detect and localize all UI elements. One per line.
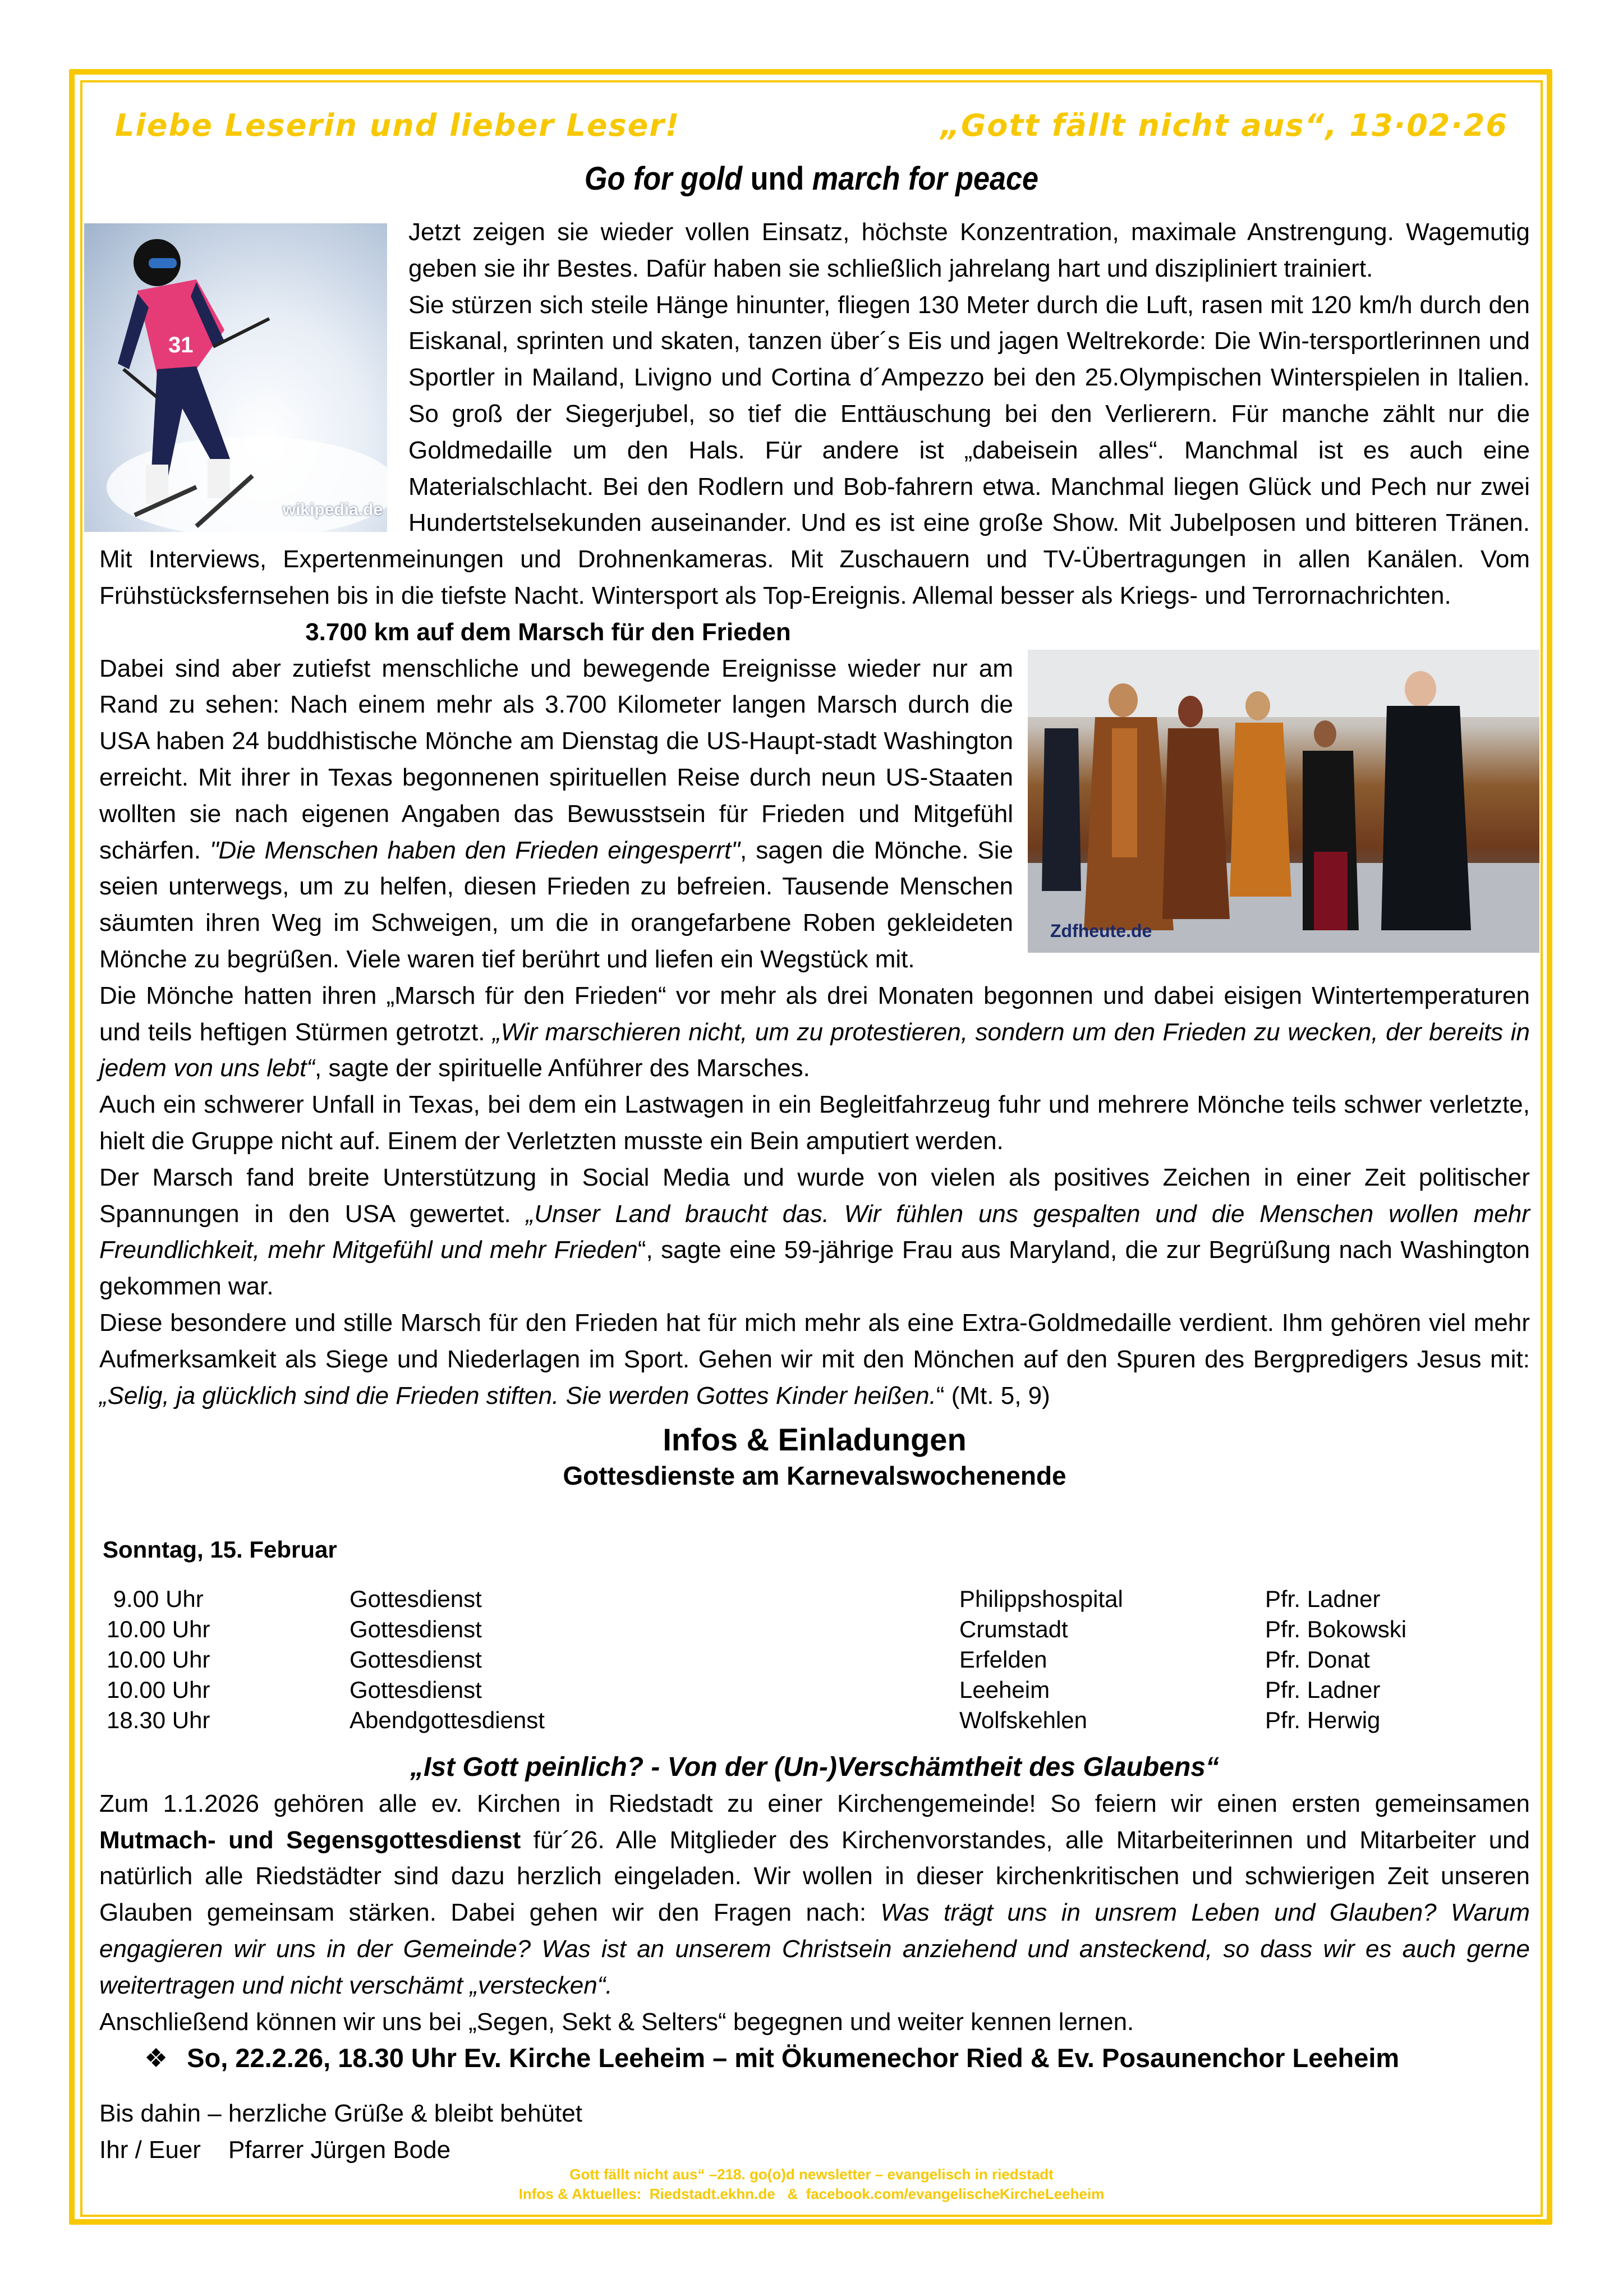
skier-image	[84, 223, 387, 532]
schedule-type: Gottesdienst	[350, 1616, 482, 1642]
skier-illustration	[84, 223, 387, 532]
schedule-time: 18.30 Uhr	[107, 1707, 210, 1733]
p7-text-a: Diese besondere und stille Marsch für den Frieden hat für mich mehr als eine Extra-Goldmedaille verdient. Ihm gehören viel mehr Aufmerksamkeit als Siege und Niederlagen im Sport. Gehen wir mit den Mönchen auf den Spuren des Bergpredigers Jesus mit:	[99, 1308, 1530, 1373]
service-schedule	[107, 1586, 1509, 1737]
p6-text-a: Der Marsch fand breite Unterstützung in Social Media und wurde von vielen als positives Zeichen in einer Zeit politischer Spannungen in den USA gewertet.	[99, 1163, 1530, 1228]
title-part-2: und	[742, 160, 812, 197]
p4-text-b: , sagte der spirituelle Anführer des Marsches.	[315, 1054, 810, 1082]
article-body	[99, 214, 1530, 1493]
p7-quote: „Selig, ja glücklich sind die Frieden stiften. Sie werden Gottes Kinder heißen.	[99, 1381, 936, 1409]
event-text-1: Zum 1.1.2026 gehören alle ev. Kirchen in Riedstadt zu einer Kirchengemeinde! So feiern wir einen ersten gemeinsamen	[99, 1789, 1530, 1817]
schedule-pastor: Pfr. Ladner	[1265, 1677, 1381, 1703]
skier-image-caption: wikipedia.de	[282, 500, 383, 520]
diamond-bullet-icon: ❖	[144, 2043, 168, 2073]
p3-quote: "Die Menschen haben den Frieden eingesperrt"	[209, 836, 741, 864]
greeting-header: Liebe Leserin und lieber Leser!	[115, 108, 681, 143]
schedule-time: 9.00 Uhr	[107, 1586, 204, 1612]
article-paragraph-7	[99, 1305, 1530, 1414]
monks-illustration	[1028, 650, 1539, 953]
schedule-pastor: Pfr. Herwig	[1265, 1707, 1381, 1733]
schedule-pastor: Pfr. Donat	[1265, 1646, 1370, 1673]
article-paragraph-2: Sie stürzen sich steile Hänge hinunter, fliegen 130 Meter durch die Luft, rasen mit 120 km/h durch den Eiskanal, sprinten und skaten, tanzen über´s Eis und jagen Weltrekorde: Die Win-tersportlerinnen und Sportler in Mailand, Livigno und Cortina d´Ampezzo bei den 25.Olympischen Winterspielen in Italien. So groß der Siegerjubel, so tief die Enttäuschung bei den Verlierern. Für manche zählt nur die Goldmedaille um den Hals. Für andere ist „dabeisein alles“. Manchmal ist es auch eine Materialschlacht. Bei den Rodlern und Bob-fahrern etwa. Manchmal liegen Glück und Pech nur zwei Hundertstelsekunden auseinander. Und es ist eine große Show. Mit Jubelposen und bitteren Tränen. Mit Interviews, Expertenmeinungen und Drohnenkameras. Mit Zuschauern und TV-Übertragungen in allen Kanälen. Vom Frühstücksfernsehen bis in die tiefste Nacht. Wintersport als Top-Ereignis. Allemal besser als Kriegs- und Terrornachrichten.	[99, 291, 1530, 609]
article-paragraph-4	[99, 978, 1530, 1087]
closing-author: Ihr / Euer Pfarrer Jürgen Bode	[99, 2136, 451, 2164]
event-reception: Anschließend können wir uns bei „Segen, Sekt & Selters“ begegnen und weiter kennen lernen.	[99, 2008, 1134, 2036]
schedule-type: Gottesdienst	[350, 1646, 482, 1673]
schedule-time: 10.00 Uhr	[107, 1677, 210, 1703]
schedule-time: 10.00 Uhr	[107, 1616, 210, 1642]
schedule-row	[107, 1586, 1509, 1616]
schedule-place: Leeheim	[959, 1677, 1050, 1703]
article-paragraph-6	[99, 1160, 1530, 1305]
schedule-time: 10.00 Uhr	[107, 1646, 210, 1673]
event-text-2: für´26. Alle Mitglieder des Kirchenvorstandes, alle Mitarbeiterinnen und Mitarbeiter und natürlich alle Riedstädter sind dazu herzlich eingeladen. Wir wollen in dieser kirchenkritischen und schwierigen Zeit unseren Glauben gemeinsam stärken. Dabei gehen wir den Fragen nach:	[99, 1826, 1530, 1927]
article-title	[81, 160, 1542, 198]
schedule-row	[107, 1646, 1509, 1677]
footer-newsletter: Gott fällt nicht aus“ –218. go(o)d newsletter – evangelisch in riedstadt	[569, 2166, 1054, 2183]
event-date-line	[99, 2040, 1530, 2077]
p4-text-a: Die Mönche hatten ihren „Marsch für den Frieden“ vor mehr als drei Monaten begonnen und dabei eisigen Wintertemperaturen und teils heftigen Stürmen getrotzt.	[99, 981, 1530, 1046]
event-service-name: Mutmach- und Segensgottesdienst	[99, 1826, 521, 1854]
event-title: „Ist Gott peinlich? - Von der (Un-)Verschämtheit des Glaubens“	[410, 1752, 1219, 1782]
schedule-pastor: Pfr. Bokowski	[1265, 1616, 1407, 1642]
schedule-place: Philippshospital	[959, 1586, 1123, 1612]
schedule-place: Erfelden	[959, 1646, 1047, 1673]
p3-text-b: , sagen die Mönche. Sie seien unterwegs, um zu helfen, diesen Frieden zu befreien. Tausende Menschen säumten ihren Weg im Schweigen, um die in orangefarbene Roben gekleideten Mönche zu begrüßen. Viele waren tief berührt und liefen ein Wegstück mit.	[99, 836, 1013, 973]
p6-quote: „Unser Land braucht das. Wir fühlen uns gespalten und die Menschen wollen mehr Freundlichkeit, mehr Mitgefühl und mehr Frieden	[99, 1200, 1530, 1264]
title-part-1: Go for gold	[584, 160, 743, 197]
schedule-place: Wolfskehlen	[959, 1707, 1088, 1733]
event-description	[99, 1786, 1530, 2004]
p6-text-b: “, sagte eine 59-jährige Frau aus Maryland, die zur Begrüßung nach Washington gekommen war.	[99, 1236, 1530, 1301]
closing-greeting: Bis dahin – herzliche Grüße & bleibt behütet	[99, 2100, 582, 2127]
schedule-type: Abendgottesdienst	[350, 1707, 545, 1733]
p7-text-b: “ (Mt. 5, 9)	[936, 1381, 1050, 1409]
monks-image	[1028, 650, 1539, 953]
schedule-row	[107, 1677, 1509, 1707]
schedule-pastor: Pfr. Ladner	[1265, 1586, 1381, 1612]
title-part-3: march for peace	[812, 160, 1039, 197]
svg-text:31: 31	[168, 333, 194, 357]
closing-signature	[99, 2096, 582, 2169]
p3-text-a: Dabei sind aber zutiefst menschliche und bewegende Ereignisse wieder nur am Rand zu sehen: Nach einem mehr als 3.700 Kilometer langen Marsch durch die USA haben 24 buddhistische Mönche am Dienstag die US-Haupt-stadt Washington erreicht. Mit ihrer in Texas begonnenen spirituellen Reise durch neun US-Staaten wollten sie nach eigenen Angaben das Bewusstsein für Frieden und Mitgefühl schärfen.	[99, 654, 1013, 864]
event-section	[99, 1749, 1530, 2077]
schedule-date: Sonntag, 15. Februar	[103, 1536, 337, 1563]
article-paragraph-5: Auch ein schwerer Unfall in Texas, bei dem ein Lastwagen in ein Begleitfahrzeug fuhr und mehrere Mönche teils schwer verletzte, hielt die Gruppe nicht auf. Einem der Verletzten musste ein Bein amputiert werden.	[99, 1091, 1530, 1155]
footer-links: Infos & Aktuelles: Riedstadt.ekhn.de & facebook.com/evangelischeKircheLeeheim	[518, 2185, 1105, 2202]
event-questions: Was trägt uns in unsrem Leben und Glauben? Warum engagieren wir uns in der Gemeinde? Was ist an unserem Christsein anziehend und ansteckend, so dass wir es auch gerne weitertragen und nicht verschämt „verstecken“.	[99, 1899, 1530, 1999]
schedule-place: Crumstadt	[959, 1616, 1068, 1642]
section-subheading: 3.700 km auf dem Marsch für den Frieden	[305, 618, 791, 646]
schedule-row	[107, 1707, 1509, 1737]
infos-heading: Infos & Einladungen	[663, 1422, 967, 1458]
schedule-type: Gottesdienst	[350, 1586, 482, 1612]
monks-image-caption: Zdfheute.de	[1050, 920, 1152, 941]
schedule-type: Gottesdienst	[350, 1677, 482, 1703]
schedule-row	[107, 1616, 1509, 1646]
services-subheading: Gottesdienste am Karnevalswochenende	[563, 1461, 1066, 1491]
event-date-text: So, 22.2.26, 18.30 Uhr Ev. Kirche Leeheim – mit Ökumenechor Ried & Ev. Posaunenchor Leeheim	[187, 2043, 1400, 2073]
p4-quote: „Wir marschieren nicht, um zu protestieren, sondern um den Frieden zu wecken, der bereits in jedem von uns lebt“	[99, 1018, 1530, 1082]
issue-header: „Gott fällt nicht aus“, 13·02·26	[940, 108, 1508, 143]
article-paragraph-1: Jetzt zeigen sie wieder vollen Einsatz, höchste Konzentration, maximale Anstrengung. Wagemutig geben sie ihr Bestes. Dafür haben sie schließlich jahrelang hart und diszipliniert trainiert.	[408, 218, 1530, 282]
